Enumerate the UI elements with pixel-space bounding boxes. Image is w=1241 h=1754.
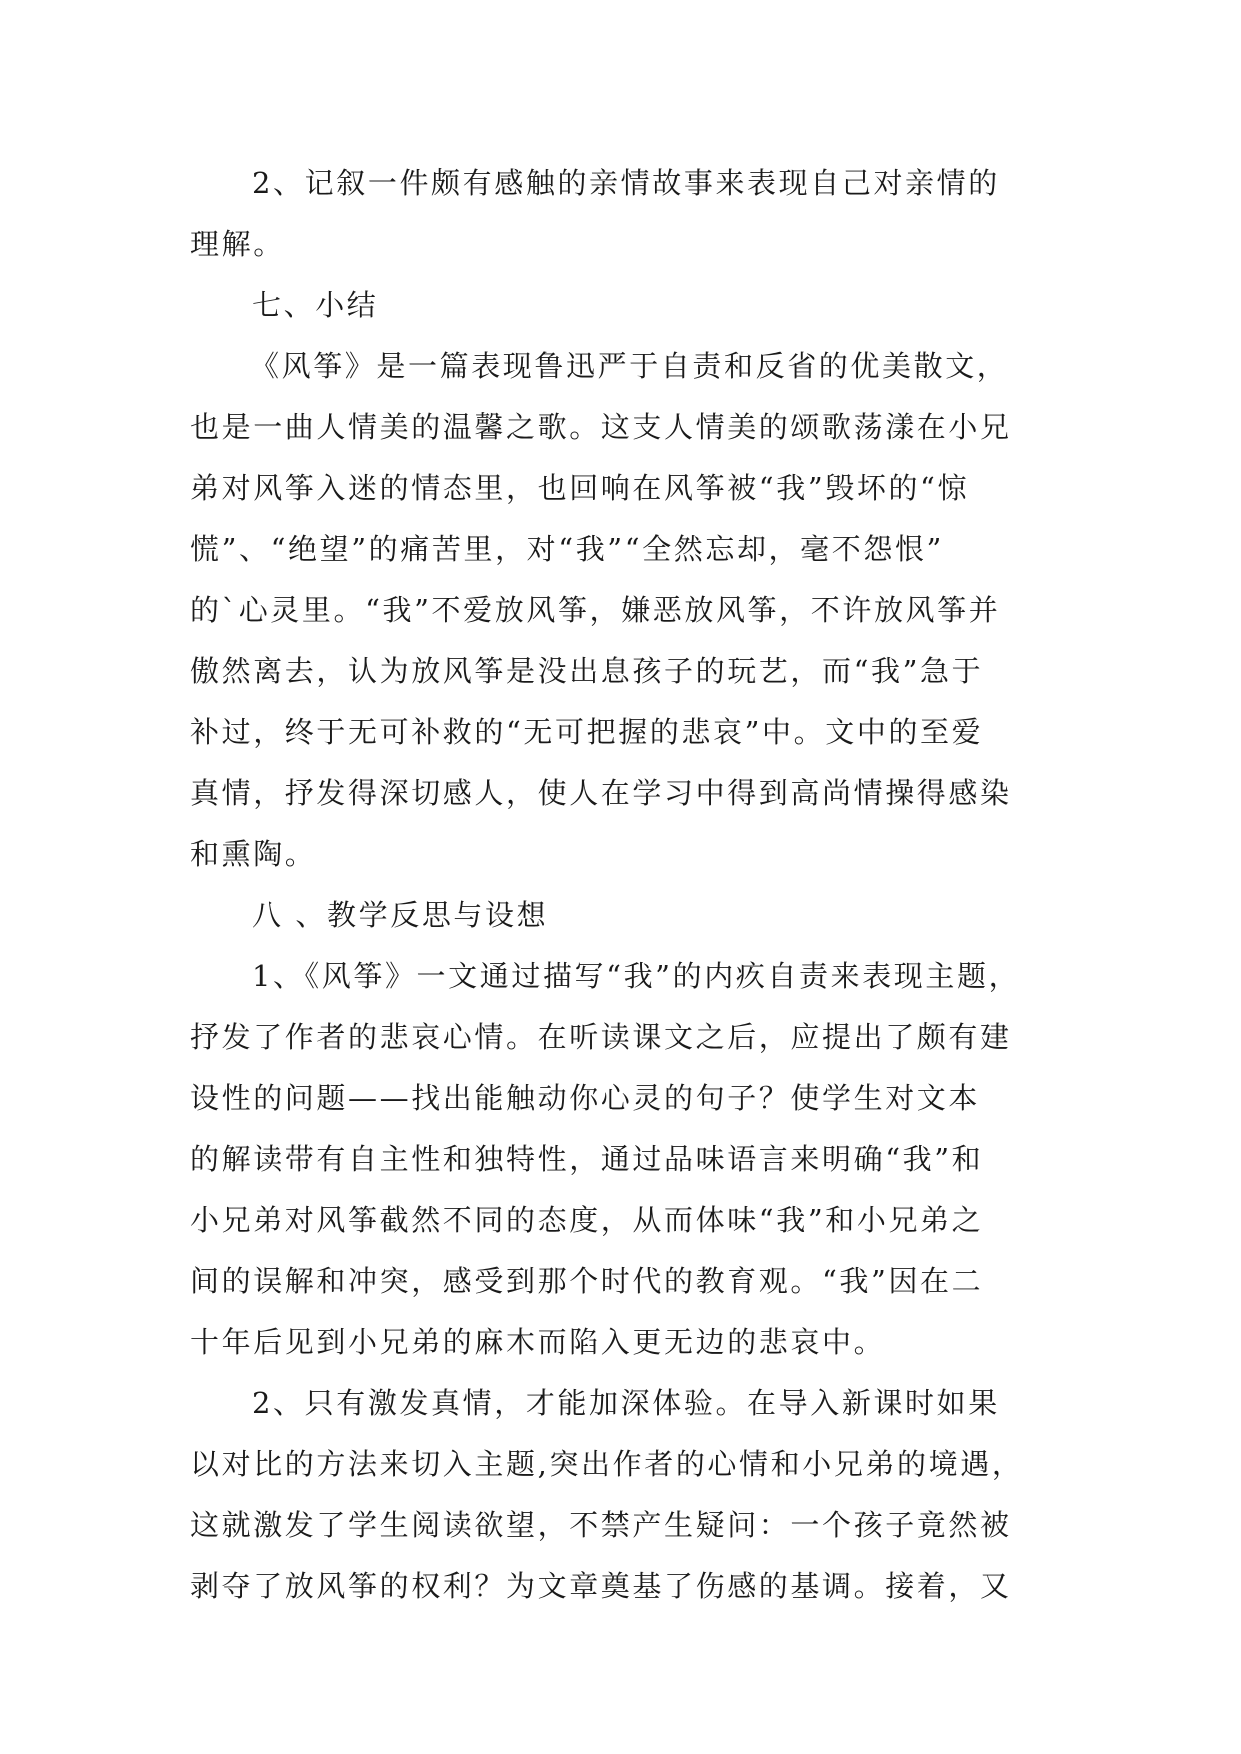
- text-line: 设性的问题——找出能触动你心灵的句子？使学生对文本: [190, 1081, 981, 1115]
- text-line: 十年后见到小兄弟的麻木而陷入更无边的悲哀中。: [190, 1325, 886, 1359]
- section-heading: 八 、教学反思与设想: [252, 898, 549, 932]
- text-line: 以对比的方法来切入主题,突出作者的心情和小兄弟的境遇，: [190, 1447, 1024, 1481]
- text-line: 和熏陶。: [190, 837, 317, 871]
- text-line: 慌”、“绝望”的痛苦里，对“我”“全然忘却，毫不怨恨”: [190, 532, 944, 566]
- text-line: 理解。: [190, 227, 285, 261]
- text-line: 弟对风筝入迷的情态里，也回响在风筝被“我”毁坏的“惊: [190, 471, 970, 505]
- section-heading: 七、小结: [252, 288, 379, 322]
- text-line: 1、《风筝》一文通过描写“我”的内疚自责来表现主题，: [252, 959, 1021, 993]
- text-line: 小兄弟对风筝截然不同的态度，从而体味“我”和小兄弟之: [190, 1203, 984, 1237]
- text-line: 间的误解和冲突，感受到那个时代的教育观。“我”因在二: [190, 1264, 984, 1298]
- text-line: 真情，抒发得深切感人，使人在学习中得到高尚情操得感染: [190, 776, 1012, 810]
- document-page: [190, 153, 1050, 1617]
- text-line: 这就激发了学生阅读欲望，不禁产生疑问：一个孩子竟然被: [190, 1508, 1012, 1542]
- text-line: 也是一曲人情美的温馨之歌。这支人情美的颂歌荡漾在小兄: [190, 410, 1012, 444]
- text-line: 2、记叙一件颇有感触的亲情故事来表现自己对亲情的: [252, 166, 1000, 200]
- text-line: 补过，终于无可补救的“无可把握的悲哀”中。文中的至爱: [190, 715, 984, 749]
- text-line: 《风筝》是一篇表现鲁迅严于自责和反省的优美散文，: [250, 349, 1009, 383]
- text-line: 的解读带有自主性和独特性，通过品味语言来明确“我”和: [190, 1142, 984, 1176]
- text-line: 的`心灵里。“我”不爱放风筝，嫌恶放风筝，不许放风筝并: [190, 593, 1001, 627]
- text-line: 抒发了作者的悲哀心情。在听读课文之后，应提出了颇有建: [190, 1020, 1012, 1054]
- text-line: 剥夺了放风筝的权利？为文章奠基了伤感的基调。接着，又: [190, 1569, 1012, 1603]
- text-line: 2、只有激发真情，才能加深体验。在导入新课时如果: [252, 1386, 1000, 1420]
- text-line: 傲然离去，认为放风筝是没出息孩子的玩艺，而“我”急于: [190, 654, 984, 688]
